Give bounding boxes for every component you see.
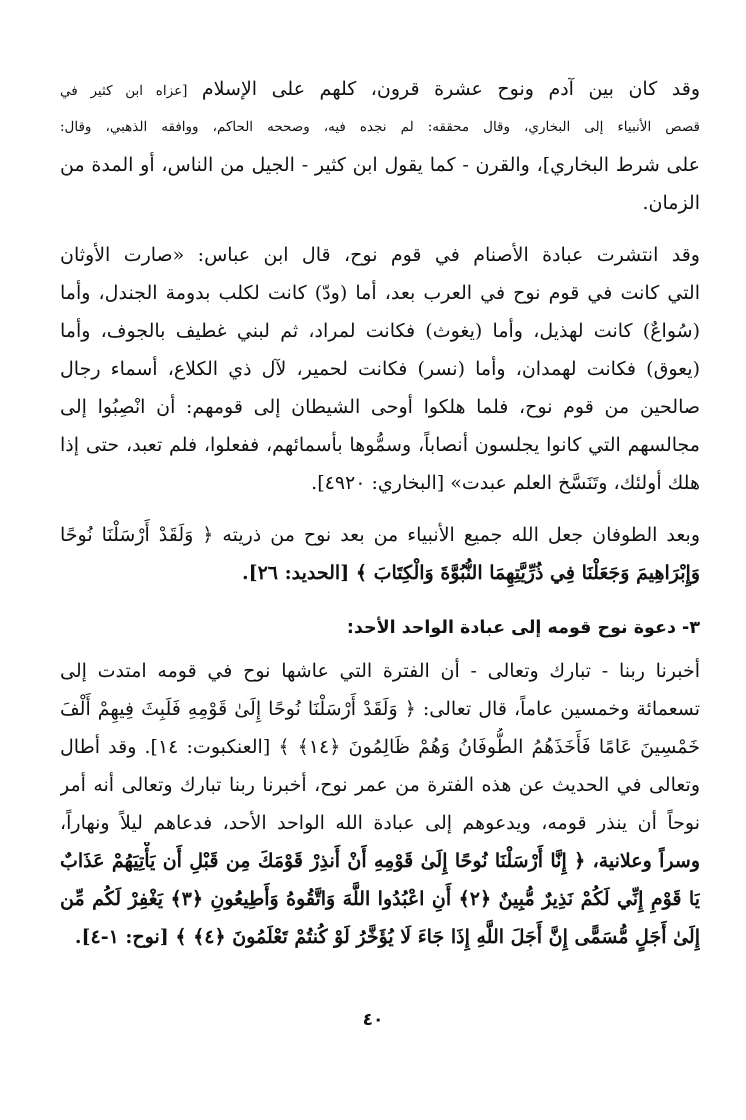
- text-line: وقد انتشرت عبادة الأصنام في قوم نوح، قال ابن عباس: «صارت الأوثان: [60, 244, 700, 266]
- text-line: صالحين من قوم نوح، فلما هلكوا أوحى الشيطان إلى قومهم: أن انْصِبُوا إلى: [60, 396, 700, 418]
- paragraph-1: [60, 70, 700, 222]
- text-line: (يعوق) فكانت لهمدان، وأما (نسر) فكانت لحمير، لآل ذي الكلاع، أسماء رجال: [60, 358, 700, 380]
- quran-verse-line: وسراً وعلانية، ﴿ إِنَّا أَرْسَلْنَا نُوحًا إِلَىٰ قَوْمِهِ أَنْ أَنذِرْ قَوْمَكَ مِن قَبْلِ أَن يَأْتِيَهُمْ عَذَابٌ: [60, 850, 700, 872]
- paragraph-2: [60, 236, 700, 502]
- text-line: وتعالى في الحديث عن هذه الفترة من عمر نوح، أخبرنا ربنا تبارك وتعالى أنه أمر: [60, 774, 700, 796]
- text-line: مجالسهم التي كانوا يجلسون أنصاباً، وسمُّوها بأسمائهم، ففعلوا، فلم تعبد، حتى إذا: [60, 434, 700, 456]
- quran-verse-line: إِلَىٰ أَجَلٍ مُّسَمًّى إِنَّ أَجَلَ اللَّهِ إِذَا جَاءَ لَا يُؤَخَّرُ لَوْ كُنتُمْ تَعْلَمُونَ ﴿٤﴾ ﴾ [نوح: ١-٤].: [74, 926, 700, 948]
- text-line: الزمان.: [642, 192, 700, 214]
- text-line: (سُواعٌ) كانت لهذيل، وأما (يغوث) فكانت لمراد، ثم لبني غطيف بالجوف، وأما: [60, 320, 700, 342]
- section-heading: ٣- دعوة نوح قومه إلى عبادة الواحد الأحد:: [346, 618, 700, 638]
- text-line: تسعمائة وخمسين عاماً، قال تعالى: ﴿ وَلَقَدْ أَرْسَلْنَا نُوحًا إِلَىٰ قَوْمِهِ فَلَبِثَ فِيهِمْ أَلْفَ: [60, 698, 700, 720]
- quran-verse-line: يَا قَوْمِ إِنِّي لَكُمْ نَذِيرٌ مُّبِينٌ ﴿٢﴾ أَنِ اعْبُدُوا اللَّهَ وَاتَّقُوهُ وَأَطِيعُونِ ﴿٣﴾ يَغْفِرْ لَكُم مِّن: [60, 888, 700, 910]
- text-line: خَمْسِينَ عَامًا فَأَخَذَهُمُ الطُّوفَانُ وَهُمْ ظَالِمُونَ ﴿١٤﴾ ﴾ [العنكبوت: ١٤]. وقد أطال: [60, 736, 700, 758]
- citation-line: قصص الأنبياء إلى البخاري، وقال محققه: لم نجده فيه، وصححه الحاكم، ووافقه الذهبي، وقال:: [60, 119, 700, 135]
- quran-verse-line: وَإِبْرَاهِيمَ وَجَعَلْنَا فِي ذُرِّيَّتِهِمَا النُّبُوَّةَ وَالْكِتَابَ ﴾ [الحديد: ٢٦].: [241, 562, 700, 584]
- text-span: على شرط البخاري]، والقرن - كما يقول ابن كثير - الجيل من الناس، أو المدة من: [60, 154, 700, 176]
- paragraph-4: [60, 652, 700, 956]
- citation-note: [عزاه ابن كثير في: [60, 83, 188, 99]
- text-line: هلك أولئك، وتَنَسَّخ العلم عبدت» [البخاري: ٤٩٢٠].: [311, 472, 700, 494]
- paragraph-3: [60, 516, 700, 592]
- text-line: أخبرنا ربنا - تبارك وتعالى - أن الفترة التي عاشها نوح في قومه امتدت إلى: [60, 660, 700, 682]
- text-span: وقد كان بين آدم ونوح عشرة قرون، كلهم على الإسلام: [201, 78, 700, 100]
- text-line: [60, 146, 700, 184]
- text-line: وبعد الطوفان جعل الله جميع الأنبياء من بعد نوح من ذريته ﴿ وَلَقَدْ أَرْسَلْنَا نُوحًا: [60, 524, 700, 546]
- text-line: [60, 70, 700, 108]
- page-number: ٤٠: [362, 1010, 384, 1030]
- page-body: [60, 70, 700, 970]
- text-line: التي كانت في قوم نوح في العرب بعد، أما (ودّ) كانت لكلب بدومة الجندل، وأما: [60, 282, 700, 304]
- text-line: نوحاً أن ينذر قومه، ويدعوهم إلى عبادة الله الواحد الأحد، فدعاهم ليلاً ونهاراً،: [60, 812, 700, 834]
